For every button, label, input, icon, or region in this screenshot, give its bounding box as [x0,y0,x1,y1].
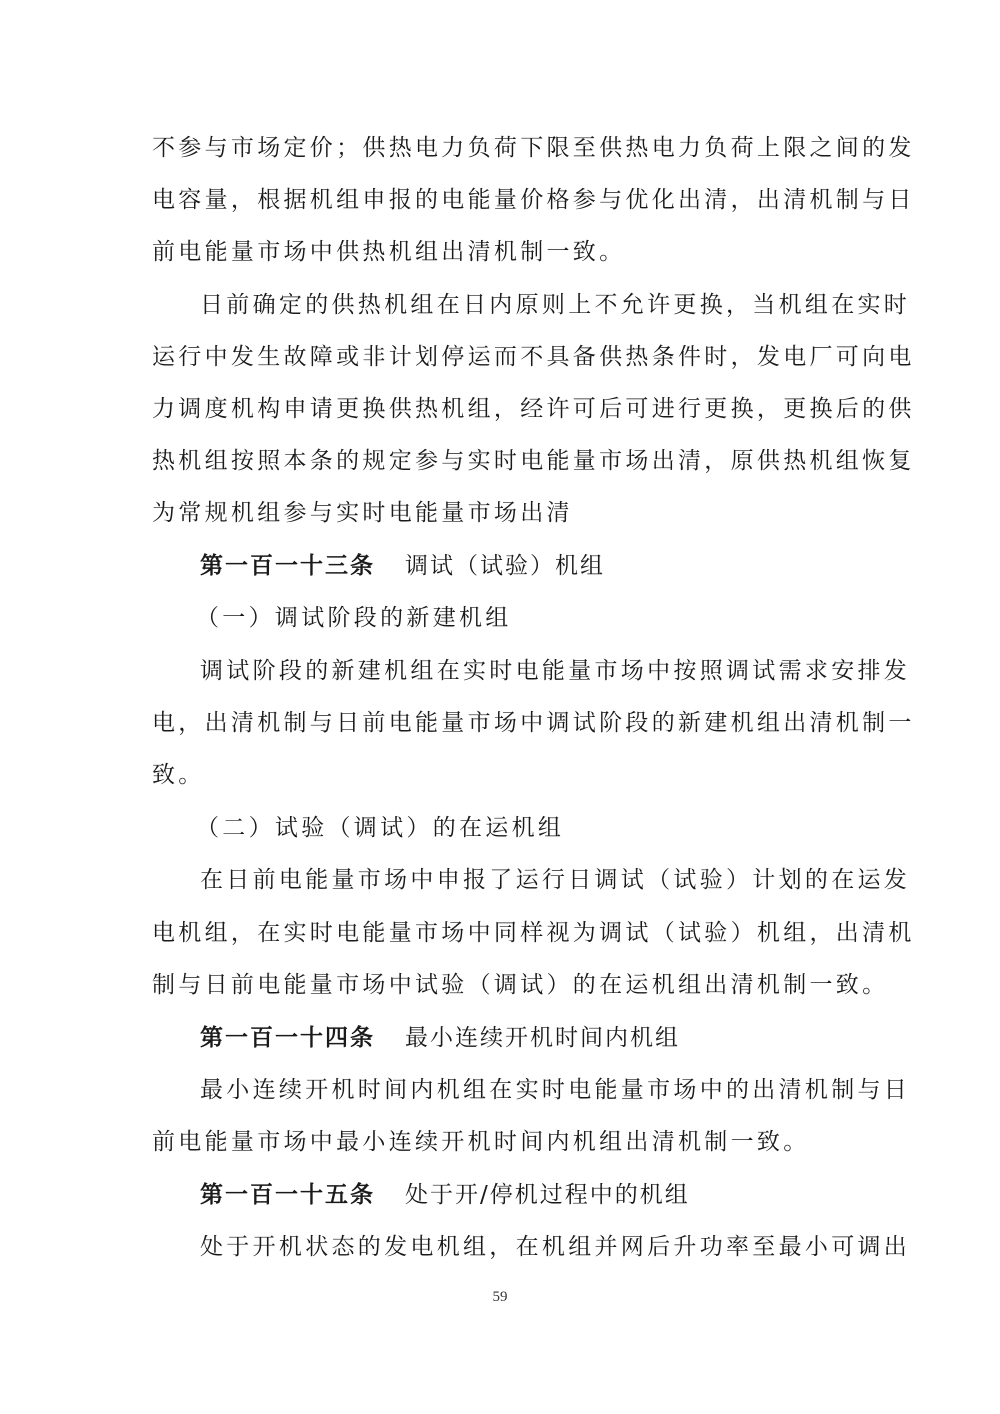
line-text: 处于开机状态的发电机组，在机组并网后升功率至最小可调出 [200,1234,911,1260]
line-text: 日前确定的供热机组在日内原则上不允许更换，当机组在实时 [200,292,911,318]
paragraph-line [200,865,910,895]
line-text: 制与日前电能量市场中试验（调试）的在运机组出清机制一致。 [152,972,889,998]
article-title: 处于开/停机过程中的机组 [405,1182,690,1208]
paragraph-line [200,656,910,686]
line-text: 致。 [152,762,205,788]
paragraph-line [152,133,915,163]
page-number: 59 [492,1289,508,1305]
paragraph-line [152,237,625,267]
line-text: 不参与市场定价；供热电力负荷下限至供热电力负荷上限之间的发 [152,135,915,161]
paragraph-line [152,970,888,1000]
article-heading [200,1023,680,1053]
subsection-heading [196,603,512,633]
line-text: 电容量，根据机组申报的电能量价格参与优化出清，出清机制与日 [152,187,915,213]
article-title: 最小连续开机时间内机组 [405,1025,680,1051]
paragraph-line [152,760,205,790]
line-text: 在日前电能量市场中申报了运行日调试（试验）计划的在运发 [200,867,911,893]
line-text: 电，出清机制与日前电能量市场中调试阶段的新建机组出清机制一 [152,710,915,736]
paragraph-line [200,290,910,320]
article-number: 第一百一十四条 [200,1025,375,1051]
paragraph-line [200,1232,910,1262]
paragraph-line [152,1127,810,1157]
line-text: 为常规机组参与实时电能量市场出清 [152,500,573,526]
line-text: 前电能量市场中最小连续开机时间内机组出清机制一致。 [152,1129,810,1155]
paragraph-line [152,446,915,476]
line-text: 力调度机构申请更换供热机组，经许可后可进行更换，更换后的供 [152,396,915,422]
paragraph-line [152,342,915,372]
line-text: 前电能量市场中供热机组出清机制一致。 [152,239,626,265]
line-text: 电机组，在实时电能量市场中同样视为调试（试验）机组，出清机 [152,920,915,946]
paragraph-line [152,185,915,215]
article-number: 第一百一十三条 [200,553,375,579]
line-text: 最小连续开机时间内机组在实时电能量市场中的出清机制与日 [200,1077,911,1103]
article-number: 第一百一十五条 [200,1182,375,1208]
subsection-heading [196,813,564,843]
paragraph-line [152,394,915,424]
subsection-heading-text: （二）试验（调试）的在运机组 [196,815,565,841]
paragraph-line [200,1075,910,1105]
paragraph-line [152,498,573,528]
paragraph-line [152,708,915,738]
line-text: 运行中发生故障或非计划停运而不具备供热条件时，发电厂可向电 [152,344,915,370]
subsection-heading-text: （一）调试阶段的新建机组 [196,605,512,631]
article-title: 调试（试验）机组 [405,553,605,579]
article-heading [200,1180,690,1210]
paragraph-line [152,918,915,948]
article-heading [200,551,605,581]
line-text: 热机组按照本条的规定参与实时电能量市场出清，原供热机组恢复 [152,448,915,474]
line-text: 调试阶段的新建机组在实时电能量市场中按照调试需求安排发 [200,658,911,684]
